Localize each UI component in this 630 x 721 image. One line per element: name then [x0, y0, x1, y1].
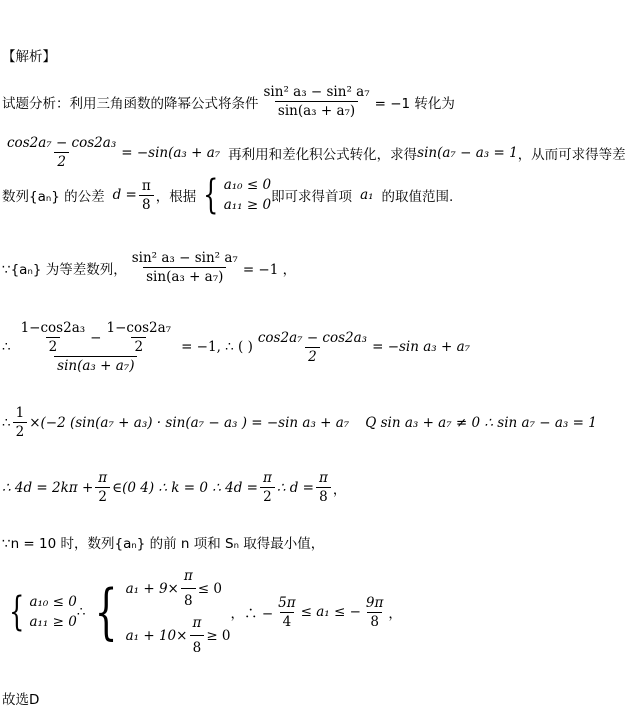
upper-bound: [363, 595, 386, 630]
row-1-lhs: a₁ + 9×: [125, 580, 179, 597]
sequence-text: 数列{aₙ} 的公差: [2, 189, 105, 205]
pi-num-2: π: [262, 470, 272, 486]
analysis-line-2: [2, 135, 626, 170]
reduction-numerator: $\frac{\text{1−cos2a₃}}{2}$ − $\frac{\text{1−cos2a₇}}{2}$: [13, 320, 179, 356]
analysis-line-1: [2, 84, 455, 119]
bound-a10: a₁₀ ≤ 0: [29, 594, 77, 610]
right-numerator: cos2a₇ − cos2a₃: [257, 329, 368, 346]
first-term-text: 即可求得首项: [271, 189, 353, 205]
analysis-label: 试题分析：利用三角函数的降幂公式将条件: [2, 95, 259, 112]
arith-seq-text: ∵{aₙ} 为等差数列，: [2, 261, 127, 278]
upper-den: 8: [367, 612, 382, 630]
analysis-line-3: [2, 172, 454, 218]
lower-bound: [275, 595, 298, 630]
lower-num: 5π: [278, 594, 296, 611]
lower-den: 4: [280, 612, 295, 630]
according-text: ，根据: [155, 189, 197, 205]
condition-rhs: = −1 转化为: [374, 95, 455, 112]
given-numerator: sin² a₃ − sin² a₇: [131, 250, 238, 266]
therefore-symbol: ∴: [2, 339, 11, 355]
reduction-rhs: = −sin a₃ + a₇: [372, 339, 471, 355]
row-1-rhs: ≤ 0: [197, 580, 222, 597]
pi-num-3: π: [318, 470, 328, 486]
solution-line-4: [2, 470, 346, 505]
cos-rhs: = −sin(a₃ + a₇: [121, 144, 221, 161]
row-2-num: π: [192, 615, 202, 631]
reduction-mid: = −1, ∴ ( ): [181, 339, 253, 355]
four-d-expression: ∴ 4d = 2kπ +: [2, 479, 94, 496]
bound-a11: a₁₁ ≥ 0: [29, 614, 77, 630]
difference-denominator: 8: [139, 195, 154, 213]
pi-den-3: 8: [316, 487, 331, 505]
result-mid: ≤ a₁ ≤ −: [300, 604, 361, 620]
cos-fraction: [4, 135, 119, 170]
given-denominator: sin(a₃ + a₇): [143, 267, 226, 285]
condition-a10: a₁₀ ≤ 0: [223, 177, 272, 193]
therefore-symbol-3: ∴: [76, 604, 86, 620]
result-end: ，: [388, 606, 402, 622]
half-fraction: [13, 405, 28, 440]
half-a: 2: [46, 337, 61, 355]
reduction-denominator: sin(a₃ + a₇): [54, 356, 137, 374]
row-2-rhs: ≥ 0: [206, 627, 231, 644]
product-expression: ×(−2 (sin(a₇ + a₃) · sin(a₇ − a₃ ) = −sin a₃ + a₇: [29, 414, 350, 431]
given-rhs: = −1 ，: [242, 261, 297, 278]
cos-denominator: 2: [54, 152, 69, 170]
row-2-lhs: a₁ + 10×: [125, 627, 188, 644]
pi-den-1: 2: [95, 487, 110, 505]
solution-line-3: [2, 405, 597, 440]
upper-num: 9π: [365, 594, 384, 611]
solution-line-5: ∵n = 10 时，数列{aₙ} 的前 n 项和 Sₙ 取得最小值，: [2, 536, 325, 552]
reduction-right-fraction: [255, 330, 370, 365]
solution-line-1: [2, 250, 296, 285]
difference-fraction: [139, 178, 154, 213]
pi-half-1: [95, 470, 110, 505]
half-b: 2: [131, 337, 146, 355]
therefore-symbol-2: ∴: [2, 414, 11, 431]
difference-numerator: π: [141, 177, 151, 194]
bound-system: { a₁₀ ≤ 0 a₁₁ ≥ 0: [9, 589, 77, 635]
solution-line-2: [2, 320, 470, 374]
given-fraction: [129, 250, 241, 285]
row-2-den: 8: [190, 635, 205, 659]
cos-numerator: cos2a₇ − cos2a₃: [7, 135, 117, 151]
condition-denominator: sin(a₃ + a₇): [275, 101, 358, 119]
inequality-row-1: [126, 565, 231, 612]
inequality-system: { a₁ + 9× $\frac{\pi}{8}$ ≤ 0 a₁ + 10× $\frac{\pi}{8}$ ≥ 0: [87, 565, 230, 659]
numerator-a: 1−cos2a₃: [20, 320, 86, 336]
numerator-b: 1−cos2a₇: [106, 320, 172, 336]
line-4-end: ，: [332, 481, 347, 498]
analysis-text-2: 再利用和差化积公式转化，求得: [228, 146, 418, 163]
pi-half-2: [260, 470, 275, 505]
row-1-num: π: [183, 568, 193, 584]
condition-system: { a₁₀ ≤ 0 a₁₁ ≥ 0: [203, 172, 272, 218]
analysis-tail: ，从而可求得等差: [517, 146, 626, 163]
condition-a11: a₁₁ ≥ 0: [223, 197, 272, 213]
result-prefix: ，∴ −: [230, 606, 274, 622]
condition-fraction: [261, 84, 373, 119]
range-text: 的取值范围.: [381, 189, 454, 205]
inequality-row-2: [126, 612, 231, 659]
answer: 故选D: [2, 692, 40, 708]
solution-line-6: [2, 565, 402, 659]
k-zero-text: ∈(0 4) ∴ k = 0 ∴ 4d =: [112, 479, 258, 496]
d-equals: ∴ d =: [276, 479, 314, 496]
pi-den-2: 2: [260, 487, 275, 505]
half-numerator: 1: [15, 405, 25, 421]
half-denominator: 2: [13, 422, 28, 440]
condition-numerator: sin² a₃ − sin² a₇: [263, 84, 370, 100]
sin-expression: sin(a₇ − a₃ = 1: [417, 144, 518, 161]
first-term: a₁: [360, 187, 374, 203]
row-1-den: 8: [181, 588, 196, 612]
sine-result: Q sin a₃ + a₇ ≠ 0 ∴ sin a₇ − a₃ = 1: [365, 414, 597, 431]
pi-num-1: π: [98, 470, 108, 486]
right-denominator: 2: [305, 347, 320, 365]
common-difference: d =: [112, 187, 137, 203]
section-title: 【解析】: [2, 49, 56, 65]
reduction-fraction: [13, 320, 179, 374]
pi-eighth: [316, 470, 331, 505]
